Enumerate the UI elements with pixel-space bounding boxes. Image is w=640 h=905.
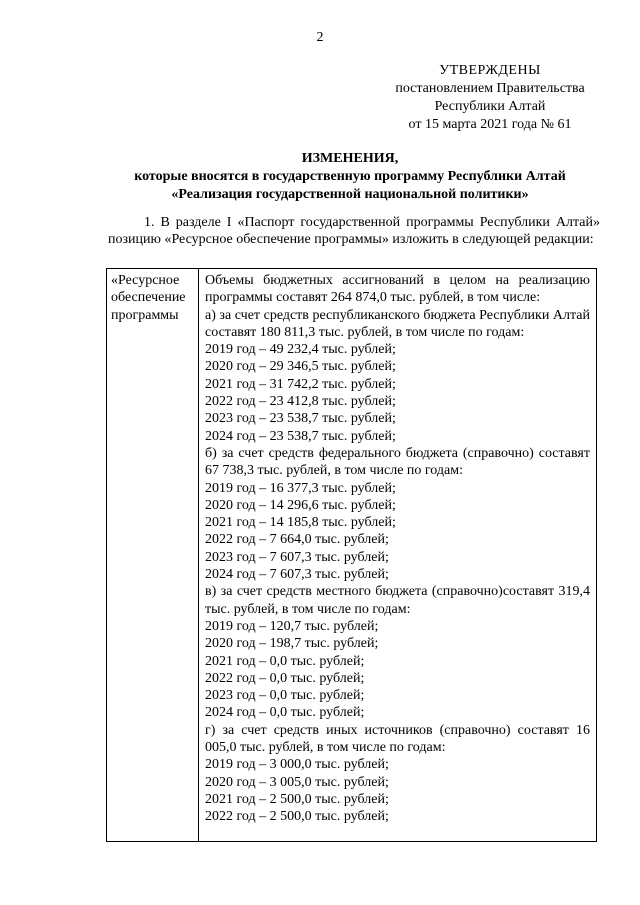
section-c-years bbox=[205, 618, 590, 722]
intro-paragraph bbox=[108, 214, 600, 248]
intro-text: 1. В разделе I «Паспорт государственной программы Республики Алтай» позицию «Ресурсное обеспечение программы» изложить в следующей редакции: bbox=[108, 215, 600, 247]
year-line: 2023 год – 23 538,7 тыс. рублей; bbox=[205, 411, 396, 427]
year-line: 2021 год – 14 185,8 тыс. рублей; bbox=[205, 515, 396, 531]
heading-line-1: ИЗМЕНЕНИЯ, bbox=[301, 151, 399, 166]
year-line: 2024 год – 0,0 тыс. рублей; bbox=[205, 705, 365, 721]
page-number: 2 bbox=[316, 30, 324, 45]
year-line: 2019 год – 49 232,4 тыс. рублей; bbox=[205, 342, 396, 358]
approval-title: УТВЕРЖДЕНЫ bbox=[439, 63, 541, 78]
year-line: 2022 год – 23 412,8 тыс. рублей; bbox=[205, 394, 396, 410]
approval-line-2: Республики Алтай bbox=[434, 99, 546, 114]
year-line: 2022 год – 7 664,0 тыс. рублей; bbox=[205, 532, 389, 548]
year-line: 2024 год – 7 607,3 тыс. рублей; bbox=[205, 567, 389, 583]
section-c-intro: в) за счет средств местного бюджета (справочно)составят 319,4 тыс. рублей, в том числе по годам: bbox=[205, 584, 590, 617]
document-heading bbox=[100, 150, 600, 204]
year-line: 2021 год – 2 500,0 тыс. рублей; bbox=[205, 791, 389, 807]
year-line: 2023 год – 0,0 тыс. рублей; bbox=[205, 688, 365, 704]
year-line: 2019 год – 3 000,0 тыс. рублей; bbox=[205, 757, 389, 773]
resource-table bbox=[106, 268, 597, 842]
section-a-years bbox=[205, 341, 590, 445]
section-d-years bbox=[205, 756, 590, 825]
year-line: 2024 год – 23 538,7 тыс. рублей; bbox=[205, 428, 396, 444]
year-line: 2020 год – 14 296,6 тыс. рублей; bbox=[205, 497, 396, 513]
section-a-intro: а) за счет средств республиканского бюджета Республики Алтай составят 180 811,3 тыс. рублей, в том числе по годам: bbox=[205, 307, 590, 340]
year-line: 2020 год – 3 005,0 тыс. рублей; bbox=[205, 774, 389, 790]
year-line: 2022 год – 0,0 тыс. рублей; bbox=[205, 670, 365, 686]
section-d-intro: г) за счет средств иных источников (справочно) составят 16 005,0 тыс. рублей, в том числе по годам: bbox=[205, 722, 590, 756]
section-b-intro: б) за счет средств федерального бюджета (справочно) составят 67 738,3 тыс. рублей, в том числе по годам: bbox=[205, 445, 590, 479]
year-line: 2023 год – 7 607,3 тыс. рублей; bbox=[205, 549, 389, 565]
table-right-cell bbox=[199, 269, 596, 841]
year-line: 2020 год – 198,7 тыс. рублей; bbox=[205, 636, 379, 652]
year-line: 2021 год – 0,0 тыс. рублей; bbox=[205, 653, 365, 669]
section-b-years bbox=[205, 480, 590, 584]
year-line: 2019 год – 120,7 тыс. рублей; bbox=[205, 618, 379, 634]
table-left-cell: «Ресурсное обеспечение программы bbox=[107, 269, 199, 841]
year-line: 2022 год – 2 500,0 тыс. рублей; bbox=[205, 809, 389, 825]
total-text: Объемы бюджетных ассигнований в целом на реализацию программы составят 264 874,0 тыс. рублей, в том числе: bbox=[205, 273, 590, 306]
heading-line-2: которые вносятся в государственную программу Республики Алтай bbox=[134, 169, 566, 184]
year-line: 2021 год – 31 742,2 тыс. рублей; bbox=[205, 376, 396, 392]
heading-line-3: «Реализация государственной национальной политики» bbox=[171, 187, 529, 202]
approval-line-1: постановлением Правительства bbox=[395, 81, 585, 96]
year-line: 2019 год – 16 377,3 тыс. рублей; bbox=[205, 480, 396, 496]
approval-block bbox=[380, 62, 600, 134]
year-line: 2020 год – 29 346,5 тыс. рублей; bbox=[205, 359, 396, 375]
approval-line-3: от 15 марта 2021 года № 61 bbox=[408, 117, 572, 132]
